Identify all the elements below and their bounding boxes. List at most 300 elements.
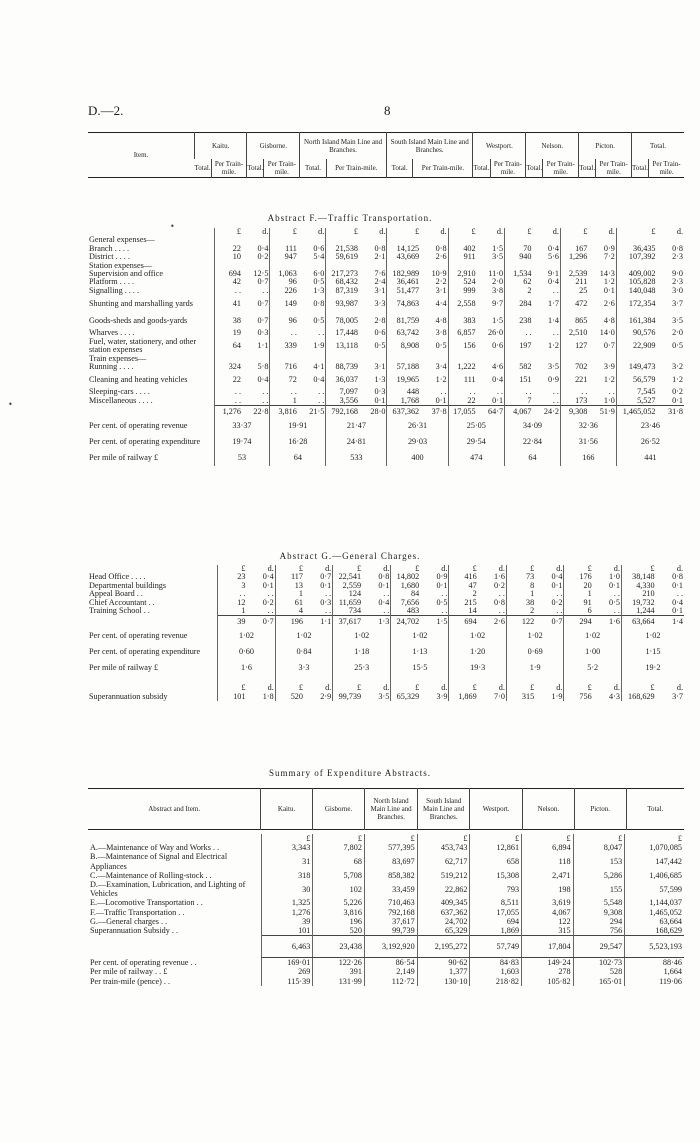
table-cell: 13: [275, 582, 304, 590]
row-label: District . . . .: [89, 252, 130, 262]
table-cell: 131·99: [313, 977, 365, 986]
percent-cell: 15·5: [391, 660, 449, 676]
table-cell: 528: [573, 967, 625, 976]
table-cell: d.: [441, 683, 448, 693]
percent-cell: 26·31: [387, 418, 448, 434]
table-cell: 23: [218, 573, 247, 581]
table-cell: 11,659: [333, 599, 362, 607]
table-cell: 14,802: [391, 573, 420, 581]
table-cell: 5,527: [616, 397, 656, 406]
table-cell: . .: [325, 589, 332, 599]
table-row: [88, 967, 684, 976]
percent-cell: 19·91: [270, 418, 326, 434]
table-cell: 9·7: [492, 298, 504, 308]
table-cell: 176: [564, 573, 593, 581]
table-cell: 3·3: [374, 298, 386, 308]
summary-column-header: Kaitu.: [261, 789, 312, 830]
table-cell: 0·9: [548, 374, 559, 384]
row-label: G.—General charges . .: [90, 916, 168, 926]
table-cell: 3,816: [313, 908, 365, 917]
row-label: Per cent. of operating revenue: [89, 420, 188, 430]
table-cell: d.: [676, 564, 683, 573]
table-cell: 83,697: [364, 852, 417, 870]
table-cell: 1,377: [417, 967, 470, 976]
table-cell: 2,149: [364, 967, 417, 976]
table-cell: 1,869: [470, 926, 522, 936]
table-cell: 47: [449, 582, 478, 590]
table-cell: . .: [505, 329, 533, 337]
table-cell: 197: [505, 338, 533, 355]
table-cell: 73: [506, 573, 535, 581]
table-cell: 238: [505, 312, 533, 329]
total-cell: 22·8: [242, 406, 270, 418]
table-cell: 1: [275, 590, 304, 598]
total-cell: 29,547: [573, 936, 625, 958]
abstract-g-table: [88, 565, 684, 701]
table-row: [88, 434, 684, 450]
group-header: Gisborne.: [247, 133, 300, 160]
table-cell: 115·39: [261, 977, 313, 986]
stray-mark: •: [170, 222, 175, 231]
table-cell: d.: [267, 564, 274, 573]
table-cell: 0·2: [551, 597, 563, 607]
subheader-total: Total.: [473, 159, 490, 178]
percent-cell: 22·84: [505, 434, 561, 450]
table-row: [88, 834, 684, 843]
percent-cell: 1·02: [275, 628, 333, 644]
table-cell: 105,828: [616, 278, 656, 286]
table-cell: 51,477: [387, 287, 420, 295]
total-cell: 637,362: [387, 406, 420, 418]
percent-cell: 1·02: [218, 628, 276, 644]
percent-cell: 29·03: [387, 434, 448, 450]
percent-cell: 533: [326, 450, 387, 466]
table-row: [88, 926, 684, 936]
table-cell: d.: [556, 564, 563, 573]
table-cell: 90·62: [417, 958, 470, 968]
row-label: Cleaning and heating vehicles: [89, 374, 188, 384]
table-cell: 4·3: [609, 691, 620, 701]
total-cell: 4,067: [505, 406, 533, 418]
table-cell: 20: [564, 582, 593, 590]
table-cell: d.: [552, 227, 559, 236]
table-cell: . .: [267, 589, 274, 599]
table-cell: 87,319: [326, 287, 359, 295]
total-cell: 17,055: [448, 406, 477, 418]
row-label: Per mile of railway . . £: [90, 967, 168, 977]
table-cell: 339: [270, 338, 298, 355]
percent-cell: 1·20: [449, 644, 507, 660]
row-label: A.—Maintenance of Way and Works . .: [90, 843, 220, 853]
table-cell: 402: [448, 245, 477, 253]
table-cell: 215: [449, 599, 478, 607]
table-row: [88, 278, 684, 286]
table-cell: . .: [325, 606, 332, 616]
table-cell: £: [313, 834, 365, 843]
table-cell: 0·1: [374, 395, 386, 405]
table-cell: 483: [391, 607, 420, 616]
subheader-total: Total.: [579, 159, 596, 178]
table-cell: 1: [218, 607, 247, 616]
table-cell: 520: [313, 926, 365, 936]
table-cell: 14: [449, 607, 478, 616]
table-cell: 111: [448, 371, 477, 388]
total-cell: 0·7: [535, 616, 564, 628]
table-cell: 168,629: [625, 926, 684, 936]
table-cell: 43,669: [387, 253, 420, 261]
row-label: C.—Maintenance of Rolling-stock . .: [90, 870, 212, 880]
row-label: Appeal Board . .: [89, 589, 143, 599]
table-row: [88, 843, 684, 852]
table-row: [88, 270, 684, 278]
table-row: [88, 693, 684, 701]
table-cell: 22: [448, 397, 477, 406]
table-cell: 1: [270, 397, 298, 406]
percent-cell: 25·05: [448, 418, 504, 434]
table-cell: 1·5: [492, 243, 504, 253]
percent-cell: 19·3: [449, 660, 507, 676]
table-cell: 416: [449, 573, 478, 581]
percent-cell: 400: [387, 450, 448, 466]
table-cell: 101: [261, 926, 313, 936]
percent-cell: 0·84: [275, 644, 333, 660]
table-cell: 318: [261, 871, 313, 880]
table-cell: . .: [560, 388, 588, 396]
table-cell: 30: [261, 880, 313, 898]
table-cell: 0·4: [313, 374, 325, 384]
table-cell: . .: [552, 387, 559, 397]
table-cell: 294: [573, 917, 625, 926]
table-cell: 61: [275, 599, 304, 607]
percent-cell: 64: [270, 450, 326, 466]
table-cell: . .: [318, 395, 325, 405]
table-cell: 36,435: [616, 245, 656, 253]
table-cell: 0·7: [257, 315, 269, 325]
table-cell: £: [505, 228, 533, 236]
row-label: Per mile of railway £: [89, 452, 159, 462]
table-cell: 1,406,685: [625, 871, 684, 880]
table-cell: 5,286: [573, 871, 625, 880]
row-label: Wharves . . . .: [89, 328, 135, 338]
table-row: [88, 789, 684, 830]
table-cell: d.: [498, 683, 505, 693]
subheader-per-train-mile: Per Train-mile.: [596, 159, 632, 178]
table-cell: 3·7: [672, 298, 683, 308]
table-cell: 31: [261, 852, 313, 870]
table-cell: 1·6: [494, 572, 505, 582]
table-cell: 149·24: [522, 958, 574, 968]
table-cell: 161,384: [616, 312, 656, 329]
table-cell: 1,465,052: [625, 908, 684, 917]
percent-cell: 1·6: [218, 660, 276, 676]
table-cell: 756: [573, 926, 625, 936]
percent-cell: 19·74: [214, 434, 270, 450]
row-label: E.—Locomotive Transportation . .: [90, 898, 203, 908]
table-cell: £: [449, 565, 478, 573]
row-label: Shunting and marshalling yards: [89, 298, 193, 308]
table-cell: 102: [313, 880, 365, 898]
table-cell: 2: [505, 287, 533, 295]
table-cell: 4,067: [522, 908, 574, 917]
table-cell: 4·6: [492, 362, 504, 372]
table-cell: 0·4: [257, 243, 269, 253]
table-cell: 93,987: [326, 295, 359, 312]
table-cell: 169·01: [261, 958, 313, 968]
table-cell: . .: [383, 606, 390, 616]
table-cell: 0·6: [374, 328, 386, 338]
percent-cell: 1·02: [621, 628, 684, 644]
table-cell: 0·1: [436, 580, 448, 590]
table-cell: . .: [218, 590, 247, 598]
table-cell: 63,742: [387, 329, 420, 337]
total-cell: 196: [275, 616, 304, 628]
table-cell: 14·3: [599, 269, 615, 279]
table-cell: . .: [262, 285, 269, 295]
table-cell: 59,619: [326, 253, 359, 261]
table-cell: £: [391, 684, 420, 692]
table-cell: 74,863: [387, 295, 420, 312]
percent-cell: 26·52: [616, 434, 684, 450]
stray-mark: •: [8, 400, 13, 409]
table-cell: 1: [506, 590, 535, 598]
table-cell: 315: [522, 926, 574, 936]
table-cell: 0·1: [262, 580, 274, 590]
table-cell: 0·8: [378, 572, 390, 582]
total-cell: 1,465,052: [616, 406, 656, 418]
table-cell: 127: [560, 338, 588, 355]
table-cell: 81,759: [387, 312, 420, 329]
table-cell: 12,861: [470, 843, 522, 852]
table-cell: 0·8: [494, 597, 505, 607]
table-cell: 865: [560, 312, 588, 329]
table-cell: 118: [522, 852, 574, 870]
table-cell: 0·4: [262, 572, 274, 582]
subheader-per-train-mile: Per Train-mile.: [649, 159, 684, 178]
percent-cell: 25·3: [333, 660, 391, 676]
summary-column-header: Nelson.: [522, 789, 574, 830]
table-cell: . .: [267, 606, 274, 616]
subheader-total: Total.: [194, 164, 211, 172]
table-cell: 91: [564, 599, 593, 607]
table-cell: 112·72: [364, 977, 417, 986]
table-cell: 2·1: [374, 252, 386, 262]
table-cell: 637,362: [417, 908, 470, 917]
table-cell: 5,226: [313, 898, 365, 907]
table-cell: 710,463: [364, 898, 417, 907]
table-cell: 0·4: [548, 277, 559, 287]
table-cell: 391: [313, 967, 365, 976]
percent-cell: 1·02: [564, 628, 622, 644]
percent-cell: 0·69: [506, 644, 564, 660]
summary-column-header: Abstract and Item.: [148, 805, 201, 813]
table-cell: 702: [560, 363, 588, 371]
total-cell: 37·8: [420, 406, 448, 418]
row-label: Goods-sheds and goods-yards: [89, 315, 188, 325]
table-cell: . .: [270, 388, 298, 396]
table-cell: 3·8: [435, 328, 447, 338]
table-row: [88, 228, 684, 236]
table-cell: . .: [270, 329, 298, 337]
table-cell: d.: [383, 564, 390, 573]
table-cell: 0·3: [257, 328, 269, 338]
table-cell: 2,471: [522, 871, 574, 880]
table-cell: 196: [313, 917, 365, 926]
row-label: General expenses—: [89, 235, 155, 245]
table-cell: 147,442: [625, 852, 684, 870]
table-cell: 3·5: [492, 252, 504, 262]
table-cell: 0·6: [492, 340, 504, 350]
table-cell: 756: [564, 693, 593, 701]
table-cell: . .: [552, 395, 559, 405]
table-cell: 7: [505, 397, 533, 406]
table-cell: 88,739: [326, 363, 359, 371]
table-cell: 0·1: [603, 285, 615, 295]
table-cell: 130·10: [417, 977, 470, 986]
table-cell: 1·9: [313, 340, 325, 350]
group-header: South Island Main Line and Branches.: [386, 133, 473, 160]
summary-column-header: Gisborne.: [312, 789, 365, 830]
row-label: [88, 676, 218, 684]
table-cell: 149: [270, 295, 298, 312]
table-cell: 1·8: [262, 691, 274, 701]
subheader-total: Total.: [632, 159, 649, 178]
table-row: [88, 852, 684, 870]
table-cell: 577,395: [364, 843, 417, 852]
percent-cell: 441: [616, 450, 684, 466]
table-cell: 102·73: [573, 958, 625, 968]
group-header: Kaitu.: [195, 133, 247, 160]
table-cell: 149,473: [616, 363, 656, 371]
table-cell: 3·9: [603, 362, 615, 372]
table-cell: 41: [214, 295, 242, 312]
row-label: [88, 834, 261, 843]
percent-cell: 1·02: [449, 628, 507, 644]
table-cell: 524: [448, 278, 477, 286]
row-label: Per train-mile (pence) . .: [90, 976, 171, 986]
table-row: [88, 338, 684, 355]
table-cell: . .: [383, 589, 390, 599]
table-cell: 173: [560, 397, 588, 406]
table-row: [88, 917, 684, 926]
table-cell: 1,534: [505, 270, 533, 278]
row-label: [88, 616, 218, 628]
table-row: [88, 871, 684, 880]
table-cell: d.: [379, 227, 386, 236]
row-label: Miscellaneous . . . .: [89, 396, 153, 406]
table-cell: d.: [318, 227, 325, 236]
row-label: [88, 936, 261, 958]
table-cell: . .: [556, 589, 563, 599]
table-cell: 0·7: [320, 572, 332, 582]
row-label: Train expenses—: [89, 353, 147, 363]
table-cell: d.: [676, 683, 683, 693]
table-cell: 172,354: [616, 295, 656, 312]
row-label: Per cent. of operating revenue . .: [90, 957, 197, 967]
row-label: F.—Traffic Transportation . .: [90, 907, 185, 917]
table-cell: 2: [449, 590, 478, 598]
table-cell: 62,717: [417, 852, 470, 870]
table-cell: 36,461: [387, 278, 420, 286]
table-cell: £: [275, 684, 304, 692]
table-cell: £: [564, 565, 593, 573]
table-cell: 3·7: [672, 691, 683, 701]
table-cell: 168,629: [621, 693, 655, 701]
total-cell: 31·8: [657, 406, 685, 418]
table-row: [88, 287, 684, 295]
table-row: [88, 295, 684, 312]
table-cell: . .: [676, 589, 683, 599]
table-cell: 0·7: [257, 298, 269, 308]
total-cell: 28·0: [359, 406, 387, 418]
table-cell: £: [470, 834, 522, 843]
table-row: [88, 355, 684, 363]
table-cell: 0·5: [435, 340, 447, 350]
table-cell: 151: [505, 371, 533, 388]
total-cell: 63,664: [621, 616, 655, 628]
table-cell: 519,212: [417, 871, 470, 880]
subheader-per-train-mile: Per Train-mile.: [326, 159, 386, 178]
table-cell: 96: [270, 278, 298, 286]
table-cell: 105·82: [522, 977, 574, 986]
total-cell: 1·1: [304, 616, 333, 628]
total-cell: 9,308: [560, 406, 588, 418]
table-cell: d.: [496, 227, 504, 236]
table-cell: . .: [552, 328, 559, 338]
subheader-total: Total.: [247, 159, 264, 178]
table-cell: 56,579: [616, 371, 656, 388]
table-cell: 42: [214, 278, 242, 286]
item-header: Item.: [133, 151, 149, 159]
percent-cell: 0·60: [218, 644, 276, 660]
table-cell: 17,448: [326, 329, 359, 337]
table-cell: . .: [214, 287, 242, 295]
table-cell: 182,989: [387, 270, 420, 278]
table-cell: 39: [261, 917, 313, 926]
table-cell: 210: [621, 590, 655, 598]
table-cell: 0·1: [492, 395, 504, 405]
table-cell: £: [275, 565, 304, 573]
table-cell: 1,664: [625, 967, 684, 976]
percent-cell: 19·2: [621, 660, 684, 676]
table-cell: . .: [214, 388, 242, 396]
table-cell: . .: [441, 606, 448, 616]
table-cell: d.: [325, 683, 332, 693]
table-cell: . .: [613, 606, 620, 616]
table-cell: 22,909: [616, 338, 656, 355]
group-header: Westport.: [473, 133, 526, 160]
total-cell: 24,702: [391, 616, 420, 628]
percent-cell: 34·09: [505, 418, 561, 434]
table-cell: 119·06: [625, 977, 684, 986]
table-cell: 0·2: [262, 597, 274, 607]
table-cell: 1,325: [261, 898, 313, 907]
table-cell: 3·9: [436, 691, 448, 701]
table-cell: . .: [262, 395, 269, 405]
subheader-total: Total.: [300, 159, 327, 178]
table-cell: 38,148: [621, 573, 655, 581]
table-cell: 19,965: [387, 371, 420, 388]
table-cell: 1,063: [270, 270, 298, 278]
table-cell: 409,345: [417, 898, 470, 907]
table-cell: 7,656: [391, 599, 420, 607]
table-cell: 1·9: [551, 691, 563, 701]
table-cell: 2: [506, 607, 535, 616]
table-cell: 1,144,037: [625, 898, 684, 907]
table-cell: d.: [440, 227, 447, 236]
table-cell: 38: [214, 312, 242, 329]
table-cell: 221: [560, 371, 588, 388]
table-cell: 153: [573, 852, 625, 870]
